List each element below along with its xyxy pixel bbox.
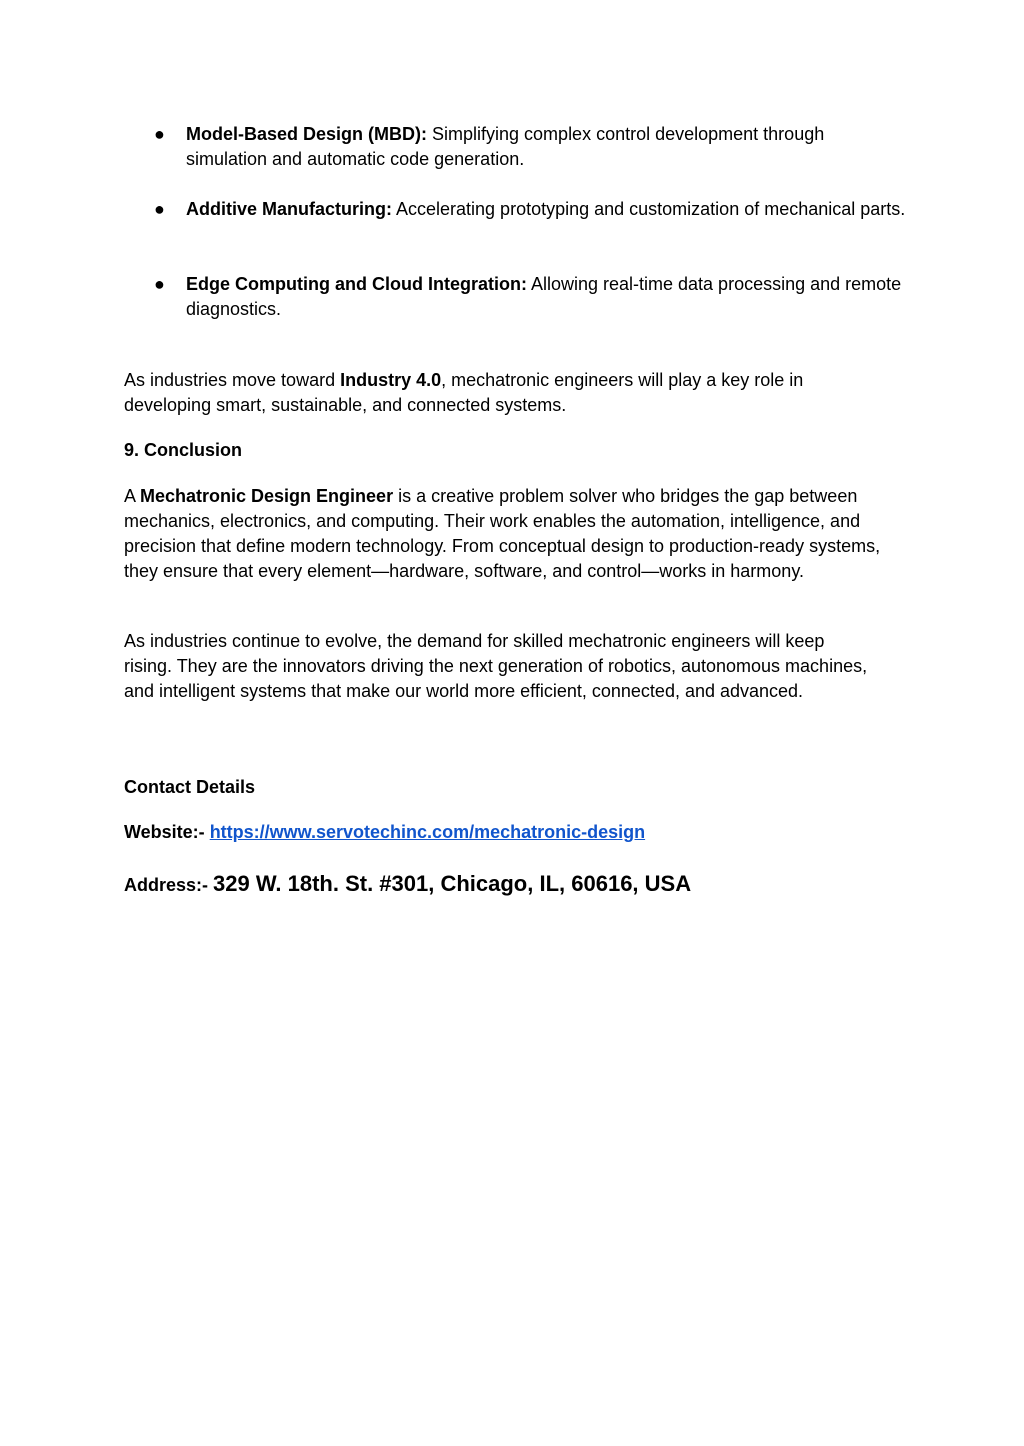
website-label: Website:- — [124, 822, 210, 842]
bullet-term: Additive Manufacturing: — [186, 199, 392, 219]
text: As industries move toward — [124, 370, 341, 390]
bullet-text: Accelerating prototyping and customization of mechanical parts. — [392, 199, 906, 219]
text: A — [124, 486, 141, 506]
text: is a creative problem solver who bridges the gap between mechanics, electronics, and computing. Their work enables the automation, intelligence, and precision that define modern technology. From conceptual design to production-ready systems, they ensure that every element—hardware, software, and control—works in harmony. — [124, 486, 881, 581]
text: , mechatronic engineers will play a key role in developing smart, sustainable, and connected systems. — [124, 370, 804, 415]
bold-text: Mechatronic Design Engineer — [140, 486, 394, 506]
conclusion-heading: 9. Conclusion — [124, 440, 243, 460]
conclusion-paragraph-2: As industries continue to evolve, the demand for skilled mechatronic engineers will keep rising. They are the innovators driving the next generation of robotics, autonomous machines, and intelligent systems that make our world more efficient, connected, and advanced. — [124, 631, 868, 701]
bold-text: Industry 4.0 — [340, 370, 442, 390]
conclusion-paragraph-1 — [124, 484, 904, 584]
address-value: 329 W. 18th. St. #301, Chicago, IL, 60616, USA — [213, 871, 692, 896]
bullet-text: Simplifying complex control development through simulation and automatic code generation. — [186, 124, 825, 169]
list-item — [154, 122, 906, 172]
bullet-term: Edge Computing and Cloud Integration: — [186, 274, 527, 294]
industry-paragraph — [124, 368, 854, 418]
address-line — [124, 871, 691, 898]
contact-heading: Contact Details — [124, 777, 256, 797]
bullet-term: Model-Based Design (MBD): — [186, 124, 428, 144]
address-label: Address:- — [124, 875, 214, 895]
bullet-icon: ● — [154, 274, 165, 294]
list-item — [154, 197, 906, 222]
bullet-icon: ● — [154, 199, 165, 219]
website-line — [124, 820, 645, 845]
bullet-icon: ● — [154, 124, 165, 144]
list-item — [154, 272, 906, 322]
website-link[interactable]: https://www.servotechinc.com/mechatronic-design — [209, 822, 646, 842]
bullet-text: Allowing real-time data processing and remote diagnostics. — [186, 274, 902, 319]
